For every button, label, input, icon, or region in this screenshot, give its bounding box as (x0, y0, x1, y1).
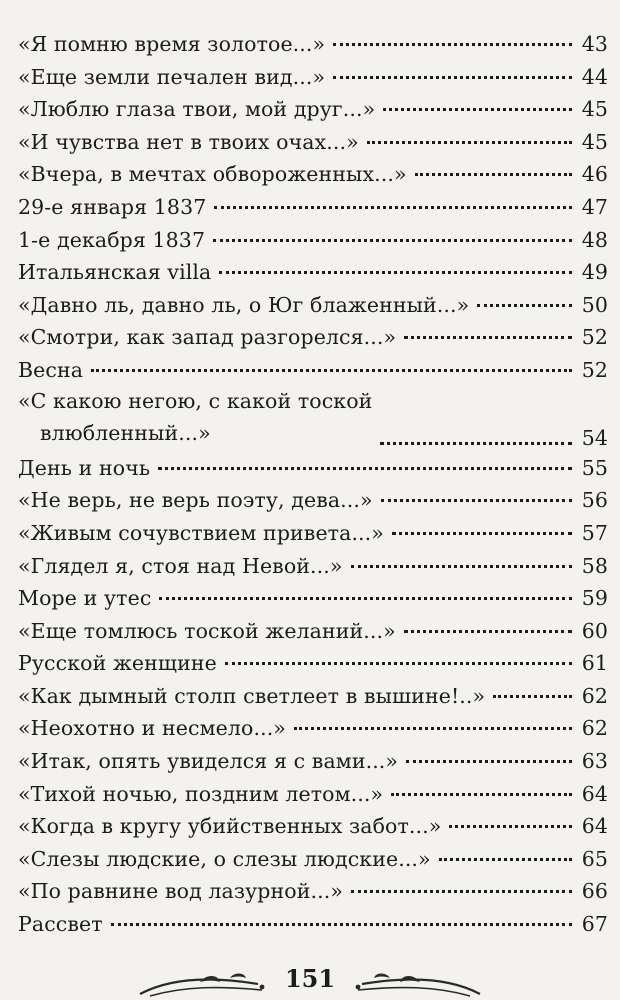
toc-entry-title: «Когда в кругу убийственных забот...» (18, 814, 442, 839)
table-of-contents (18, 32, 608, 945)
dot-leader (415, 173, 572, 176)
dot-leader (351, 890, 572, 893)
toc-entry-title: Море и утес (18, 586, 152, 611)
toc-entry (18, 488, 608, 521)
toc-entry (18, 749, 608, 782)
toc-entry (18, 325, 608, 358)
page-footer (0, 960, 620, 1000)
toc-entry (18, 716, 608, 749)
toc-entry (18, 651, 608, 684)
toc-entry-title: «Глядел я, стоя над Невой...» (18, 553, 343, 578)
toc-entry-title: Итальянская villa (18, 260, 212, 285)
toc-entry (18, 684, 608, 717)
toc-entry-page: 45 (581, 97, 608, 122)
toc-entry-title-line1: «С какою негою, с какой тоской (18, 388, 373, 413)
toc-entry-title: «Смотри, как запад разгорелся...» (18, 325, 397, 350)
toc-entry-title: «Итак, опять увиделся я с вами...» (18, 749, 399, 774)
toc-entry-page: 49 (581, 260, 608, 285)
dot-leader (404, 336, 572, 339)
dot-leader (294, 727, 572, 730)
toc-entry-page: 57 (581, 520, 608, 545)
toc-entry (18, 130, 608, 163)
toc-entry (18, 97, 608, 130)
toc-entry (18, 65, 608, 98)
dot-leader (406, 760, 572, 763)
toc-entry (18, 32, 608, 65)
dot-leader (219, 271, 572, 274)
dot-leader (439, 858, 572, 861)
toc-entry (18, 879, 608, 912)
toc-entry (18, 162, 608, 195)
toc-entry (18, 782, 608, 815)
dot-leader (213, 239, 572, 242)
toc-entry-title: «Как дымный столп светлеет в вышине!..» (18, 683, 486, 708)
toc-entry-page: 66 (581, 879, 608, 904)
toc-entry-page: 62 (581, 716, 608, 741)
toc-entry-title: «Живым сочувствием привета...» (18, 520, 384, 545)
dot-leader (214, 206, 572, 209)
dot-leader (477, 304, 572, 307)
toc-entry-title: 1-е декабря 1837 (18, 227, 206, 252)
toc-entry-title: «Еще томлюсь тоской желаний...» (18, 618, 396, 643)
toc-entry-title (18, 385, 372, 450)
dot-leader (91, 369, 572, 372)
dot-leader (351, 565, 572, 568)
toc-entry-page: 47 (581, 194, 608, 219)
dot-leader (391, 793, 572, 796)
toc-entry-title: «Я помню время золотое...» (18, 32, 326, 56)
toc-entry-title: «Давно ль, давно ль, о Юг блаженный...» (18, 292, 470, 317)
toc-entry-page: 43 (581, 32, 608, 56)
toc-entry-page: 67 (581, 912, 608, 937)
toc-entry-page: 45 (581, 129, 608, 154)
toc-entry-page: 54 (581, 425, 608, 450)
toc-entry-title: Русской женщине (18, 651, 217, 676)
dot-leader (383, 108, 572, 111)
toc-entry-title: «Тихой ночью, поздним летом...» (18, 781, 384, 806)
dot-leader (380, 442, 572, 445)
toc-entry-title: «И чувства нет в твоих очах...» (18, 129, 359, 154)
toc-entry-page: 60 (581, 618, 608, 643)
toc-entry-title: «Не верь, не верь поэту, дева...» (18, 488, 373, 513)
toc-entry (18, 456, 608, 489)
toc-entry-title: 29-е января 1837 (18, 194, 207, 219)
toc-entry-page: 62 (581, 683, 608, 708)
dot-leader (111, 923, 572, 926)
toc-entry-page: 64 (581, 814, 608, 839)
toc-entry (18, 814, 608, 847)
toc-entry-title: «Вчера, в мечтах обвороженных...» (18, 162, 407, 187)
toc-entry-title: «Неохотно и несмело...» (18, 716, 286, 741)
toc-entry (18, 260, 608, 293)
toc-entry (18, 521, 608, 554)
dot-leader (333, 43, 572, 46)
toc-entry (18, 293, 608, 326)
toc-entry-title: «По равнине вод лазурной...» (18, 879, 343, 904)
dot-leader (158, 467, 572, 470)
toc-entry-page: 63 (581, 749, 608, 774)
toc-entry-title-line2: влюбленный...» (40, 421, 211, 446)
toc-entry-page: 46 (581, 162, 608, 187)
toc-entry-page: 59 (581, 586, 608, 611)
toc-entry (18, 195, 608, 228)
toc-entry-page: 61 (581, 651, 608, 676)
toc-entry-page: 55 (581, 455, 608, 480)
toc-entry-title: «Слезы людские, о слезы людские...» (18, 846, 431, 871)
page-number: 151 (284, 964, 336, 993)
toc-entry-page: 52 (581, 357, 608, 382)
toc-entry-title: Весна (18, 357, 84, 382)
toc-entry-title: Рассвет (18, 912, 103, 937)
toc-entry (18, 228, 608, 261)
dot-leader (449, 825, 572, 828)
toc-entry-page: 58 (581, 553, 608, 578)
toc-entry (18, 912, 608, 945)
dot-leader (367, 141, 572, 144)
toc-entry-page: 56 (581, 488, 608, 513)
dot-leader (225, 662, 572, 665)
toc-entry-title: День и ночь (18, 455, 151, 480)
toc-entry-page: 44 (581, 64, 608, 89)
dot-leader (404, 630, 572, 633)
dot-leader (392, 532, 572, 535)
dot-leader (159, 597, 572, 600)
toc-entry-page: 65 (581, 846, 608, 871)
toc-entry-page: 64 (581, 781, 608, 806)
toc-entry-page: 48 (581, 227, 608, 252)
toc-entry-page: 50 (581, 292, 608, 317)
toc-entry (18, 554, 608, 587)
toc-entry (18, 388, 608, 456)
toc-entry-title: «Люблю глаза твои, мой друг...» (18, 97, 376, 122)
toc-entry-page: 52 (581, 325, 608, 350)
toc-entry-title: «Еще земли печален вид...» (18, 64, 326, 89)
toc-entry (18, 847, 608, 880)
dot-leader (333, 76, 572, 79)
toc-entry (18, 586, 608, 619)
dot-leader (381, 499, 572, 502)
toc-entry (18, 619, 608, 652)
dot-leader (493, 695, 572, 698)
